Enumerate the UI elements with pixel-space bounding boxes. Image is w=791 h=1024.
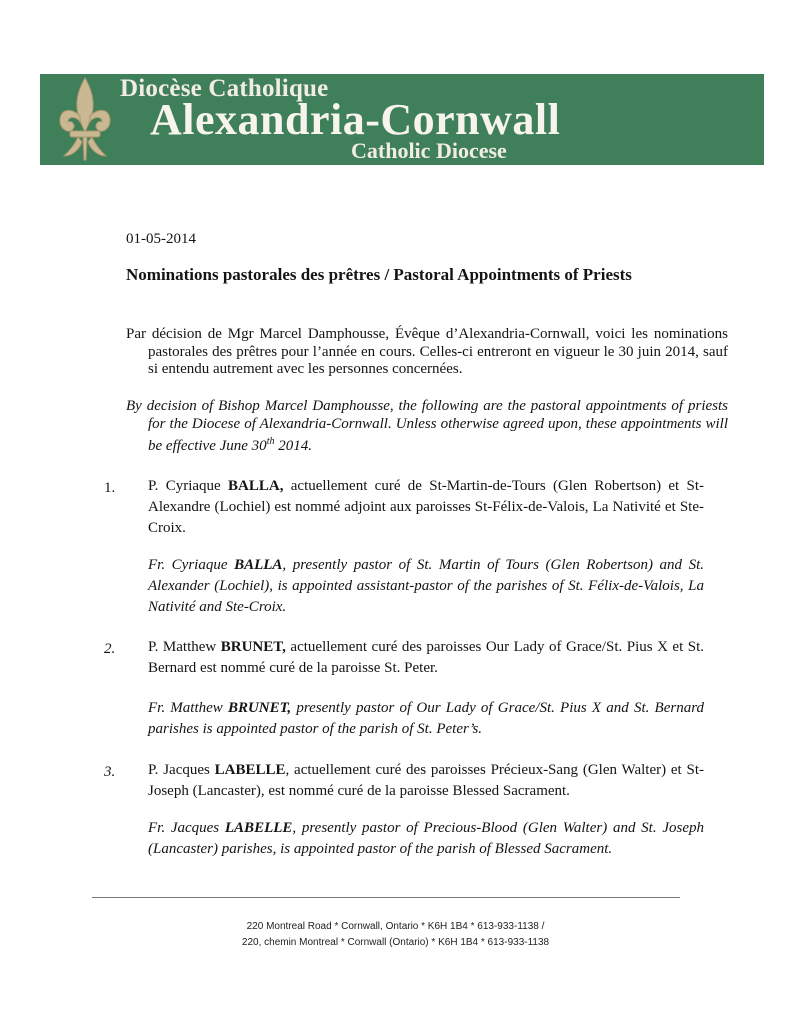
item-french: P. Matthew BRUNET, actuellement curé des paroisses Our Lady of Grace/St. Pius X et St. Bernard est nommé curé de la paroisse St. Peter. (148, 639, 705, 676)
item-number: 2. (104, 641, 116, 657)
item-english: Fr. Matthew BRUNET, presently pastor of Our Lady of Grace/St. Pius X and St. Bernard parishes is appointed pastor of the parish of St. Peter’s. (148, 700, 704, 737)
header-subtitle-fr: Diocèse Catholique (120, 75, 329, 102)
header-subtitle-en: Catholic Diocese (351, 138, 507, 163)
item-number: 1. (104, 480, 116, 496)
footer-divider (92, 897, 680, 898)
document-date: 01-05-2014 (126, 231, 196, 247)
intro-french: Par décision de Mgr Marcel Damphousse, Évêque d’Alexandria-Cornwall, voici les nominations pastorales des prêtres pour l’année en cours. Celles-ci entreront en vigueur le 30 juin 2014, sauf si entendu autrement avec les personnes concernées. (126, 326, 728, 377)
footer-address-fr: 220, chemin Montreal * Cornwall (Ontario) * K6H 1B4 * 613-933-1138 (241, 937, 550, 948)
item-french: P. Cyriaque BALLA, actuellement curé de St-Martin-de-Tours (Glen Robertson) et St-Alexandre (Lochiel) est nommé adjoint aux paroisses St-Félix-de-Valois, La Nativité et Ste-Croix. (148, 478, 704, 536)
item-english: Fr. Cyriaque BALLA, presently pastor of St. Martin of Tours (Glen Robertson) and St. Alexander (Lochiel), is appointed assistant-pastor of the parishes of St. Félix-de-Valois, La Nativité and Ste-Croix. (148, 557, 704, 615)
header-title: Alexandria-Cornwall (150, 95, 561, 144)
item-number: 3. (104, 764, 116, 780)
item-french: P. Jacques LABELLE, actuellement curé des paroisses Précieux-Sang (Glen Walter) et St-Joseph (Lancaster), est nommé curé de la paroisse Blessed Sacrament. (148, 762, 704, 799)
item-english: Fr. Jacques LABELLE, presently pastor of Precious-Blood (Glen Walter) and St. Joseph (Lancaster) parishes, is appointed pastor of the parish of Blessed Sacrament. (148, 820, 704, 857)
document-title: Nominations pastorales des prêtres / Pastoral Appointments of Priests (126, 265, 632, 284)
intro-english: By decision of Bishop Marcel Damphousse, the following are the pastoral appointments of priests for the Diocese of Alexandria-Cornwall. Unless otherwise agreed upon, these appointments will be effective June 30th 2014. (126, 398, 728, 454)
fleur-de-lis-icon (56, 76, 114, 162)
footer-address-en: 220 Montreal Road * Cornwall, Ontario * K6H 1B4 * 613-933-1138 / (246, 921, 545, 932)
header-banner (40, 74, 764, 165)
